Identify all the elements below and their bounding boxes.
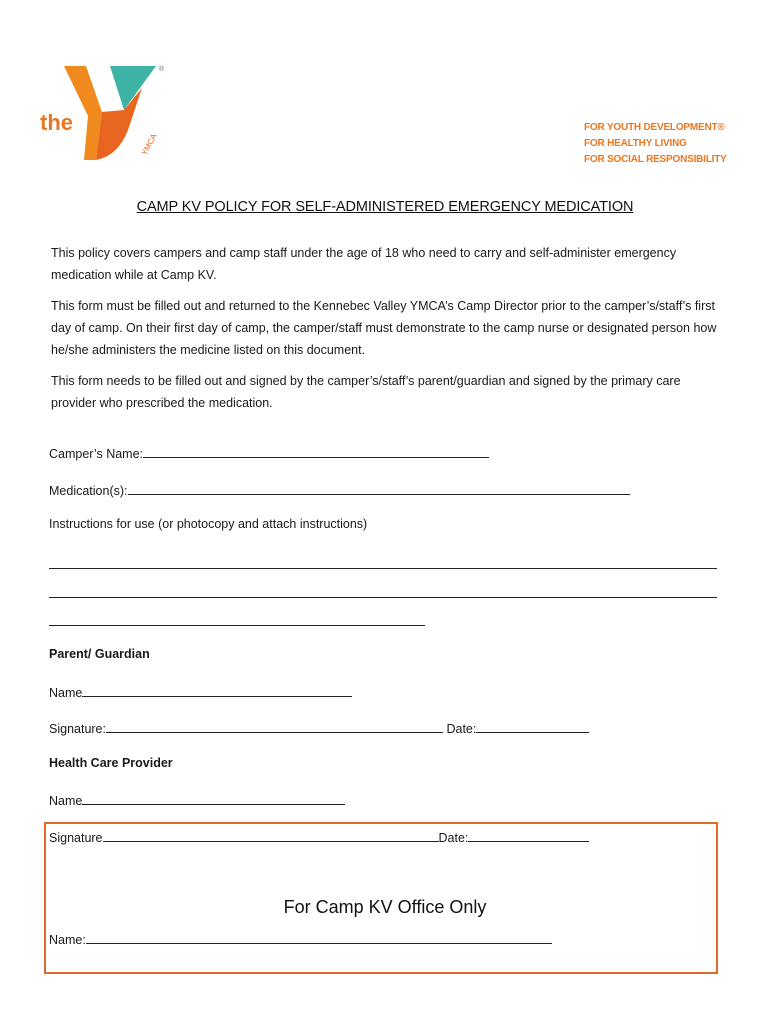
instructions-label: Instructions for use (or photocopy and attach instructions)	[49, 517, 368, 531]
tagline-line-2: FOR HEALTHY LIVING	[584, 138, 687, 149]
ymca-mark: YMCA	[139, 132, 159, 157]
campers-name-line[interactable]	[143, 445, 489, 458]
ymca-logo	[38, 60, 170, 170]
parent-signature-field	[49, 720, 589, 736]
policy-paragraph-2: This form must be filled out and returned to the Kennebec Valley YMCA’s Camp Director prior to the camper’s/staff’s first day of camp. On their first day of camp, the camper/staff must demonstrate to the camp nurse or designated person how he/she administers the medicine listed on this document.	[51, 299, 717, 357]
office-name-field	[49, 931, 552, 947]
campers-name-field	[49, 445, 489, 461]
tagline-line-1: FOR YOUTH DEVELOPMENT®	[584, 122, 725, 133]
registered-mark: ®	[159, 66, 165, 73]
parent-guardian-heading: Parent/ Guardian	[49, 647, 150, 661]
office-name-label: Name:	[49, 933, 86, 947]
medications-label: Medication(s):	[49, 484, 128, 498]
instructions-line-2[interactable]	[49, 597, 717, 598]
medications-line[interactable]	[128, 482, 630, 495]
instructions-line-1[interactable]	[49, 568, 717, 569]
parent-name-line[interactable]	[82, 684, 352, 697]
policy-paragraph-3: This form needs to be filled out and signed by the camper’s/staff’s parent/guardian and signed by the primary care provider who prescribed the medication.	[51, 374, 681, 410]
parent-signature-line[interactable]	[106, 720, 443, 733]
campers-name-label: Camper’s Name:	[49, 447, 144, 461]
ymca-logo-icon	[38, 60, 170, 170]
parent-name-label: Name	[49, 686, 83, 700]
provider-name-label: Name	[49, 794, 83, 808]
parent-date-line[interactable]	[476, 720, 589, 733]
tagline	[584, 120, 727, 168]
parent-date-label: Date:	[446, 722, 477, 736]
provider-heading: Health Care Provider	[49, 756, 173, 770]
document-title: CAMP KV POLICY FOR SELF-ADMINISTERED EMERGENCY MEDICATION	[136, 199, 634, 215]
provider-name-line[interactable]	[82, 792, 345, 805]
policy-paragraph-1: This policy covers campers and camp staff under the age of 18 who need to carry and self-administer emergency medication while at Camp KV.	[51, 246, 677, 282]
tagline-line-3: FOR SOCIAL RESPONSIBILITY	[584, 154, 727, 165]
office-name-line[interactable]	[86, 931, 552, 944]
parent-name-field	[49, 684, 352, 700]
parent-signature-label: Signature:	[49, 722, 106, 736]
provider-name-field	[49, 792, 345, 808]
provider-signature-label: Signature	[49, 831, 103, 845]
logo-word-the: the	[40, 110, 73, 135]
provider-date-label: Date:	[438, 831, 469, 845]
instructions-line-3[interactable]	[49, 625, 425, 626]
medications-field	[49, 482, 630, 498]
office-use-title: For Camp KV Office Only	[283, 897, 487, 917]
